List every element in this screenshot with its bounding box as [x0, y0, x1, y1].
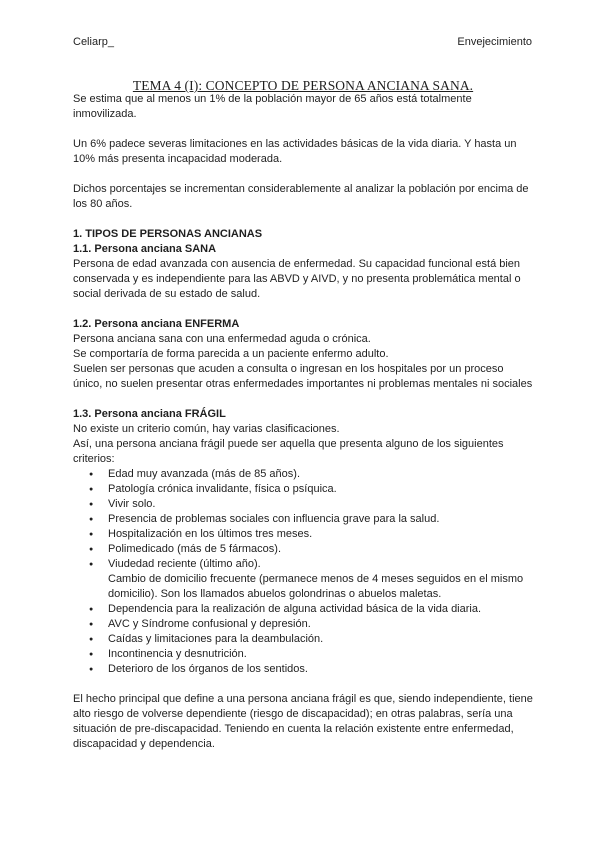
list-item: ● Deterioro de los órganos de los sentidos. — [73, 662, 533, 677]
enferma-line-1: Persona anciana sana con una enfermedad aguda o crónica. — [73, 333, 371, 345]
list-item: ● Vivir solo. — [73, 497, 533, 512]
subsection-heading-sana: 1.1. Persona anciana SANA — [73, 243, 217, 255]
list-item: ● Viudedad reciente (último año). — [73, 557, 533, 572]
list-item: ● Hospitalización en los últimos tres meses. — [73, 527, 533, 542]
intro-paragraph-2: Un 6% padece severas limitaciones en las actividades básicas de la vida diaria. Y hasta un 10% más presenta incapacidad moderada. — [73, 138, 517, 165]
header-subject: Envejecimiento — [457, 36, 532, 48]
list-item: ● Polimedicado (más de 5 fármacos). — [73, 542, 533, 557]
list-item: ● Caídas y limitaciones para la deambulación. — [73, 632, 533, 647]
list-item: Cambio de domicilio frecuente (permanece menos de 4 meses seguidos en el mismo domicilio). Son los llamados abuelos golondrinas o abuelos maletas. — [108, 573, 524, 600]
fragil-criteria-list — [73, 467, 533, 677]
list-item: ● Patología crónica invalidante, física o psíquica. — [73, 482, 533, 497]
intro-paragraph-1: Se estima que al menos un 1% de la población mayor de 65 años está totalmente inmovilizada. — [73, 93, 472, 120]
sana-paragraph: Persona de edad avanzada con ausencia de enfermedad. Su capacidad funcional está bien conservada y es independiente para las ABVD y AIVD, y no presenta problemática mental o social derivada de su estado de salud. — [73, 258, 521, 300]
list-item: ● Dependencia para la realización de alguna actividad básica de la vida diaria. — [73, 602, 533, 617]
fragil-line-2: Así, una persona anciana frágil puede ser aquella que presenta alguno de los siguientes criterios: — [73, 438, 504, 465]
enferma-line-3: Suelen ser personas que acuden a consulta o ingresan en los hospitales por un proceso único, no suelen presentar otras enfermedades importantes ni problemas mentales ni sociales — [73, 363, 533, 390]
page-title: TEMA 4 (I): CONCEPTO DE PERSONA ANCIANA SANA. — [132, 78, 474, 93]
subsection-heading-enferma: 1.2. Persona anciana ENFERMA — [73, 318, 240, 330]
list-item: ● AVC y Síndrome confusional y depresión. — [73, 617, 533, 632]
fragil-line-1: No existe un criterio común, hay varias clasificaciones. — [73, 423, 340, 435]
intro-paragraph-3: Dichos porcentajes se incrementan considerablemente al analizar la población por encima de los 80 años. — [73, 183, 529, 210]
section-heading: 1. TIPOS DE PERSONAS ANCIANAS — [73, 228, 263, 240]
enferma-line-2: Se comportaría de forma parecida a un paciente enfermo adulto. — [73, 348, 389, 360]
subsection-heading-fragil: 1.3. Persona anciana FRÁGIL — [73, 408, 226, 420]
list-item: ● Edad muy avanzada (más de 85 años). — [73, 467, 533, 482]
fragil-conclusion: El hecho principal que define a una persona anciana frágil es que, siendo independiente, tiene alto riesgo de volverse dependiente (riesgo de discapacidad); en otras palabras, sería una situación de pre-discapacidad. Teniendo en cuenta la relación existente entre enfermedad, discapacidad y dependencia. — [73, 693, 533, 750]
list-item: ● Incontinencia y desnutrición. — [73, 647, 533, 662]
header-author: Celiarp_ — [73, 36, 114, 48]
document-body — [73, 92, 533, 752]
list-item: ● Presencia de problemas sociales con influencia grave para la salud. — [73, 512, 533, 527]
